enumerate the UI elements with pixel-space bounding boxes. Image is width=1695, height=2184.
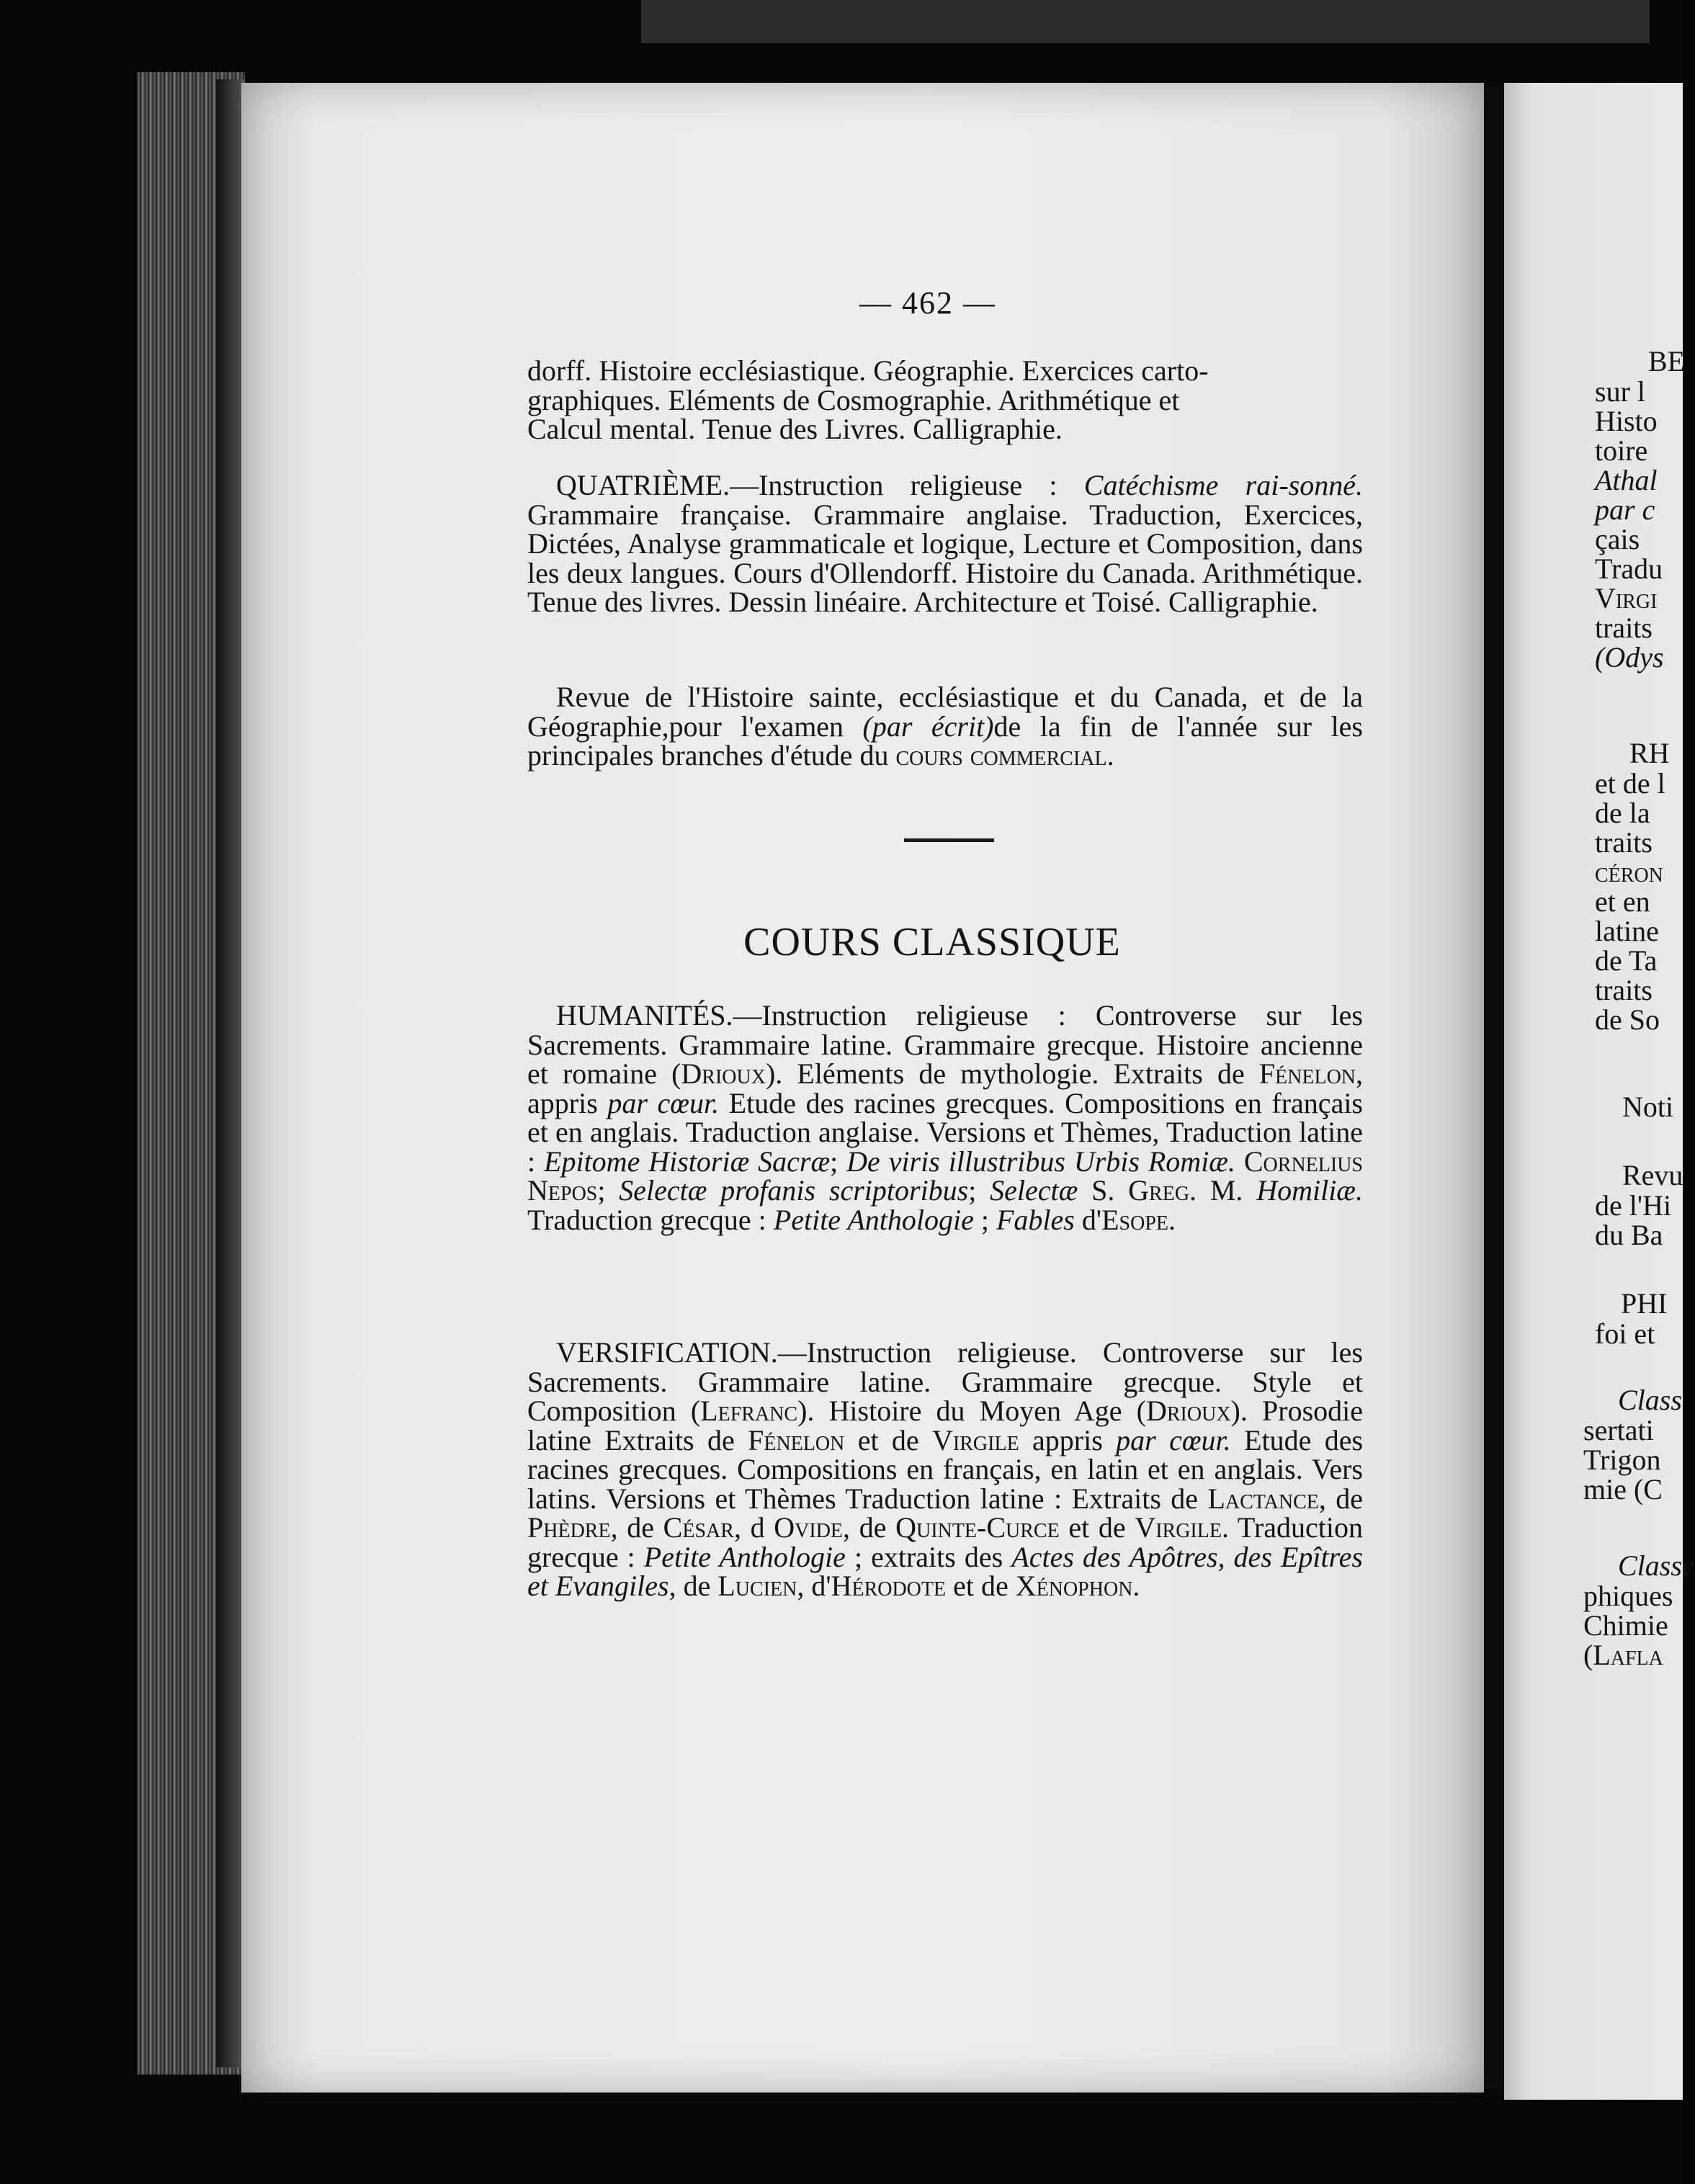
paragraph-continuation xyxy=(527,354,1363,445)
line: graphiques. Eléments de Cosmographie. Arithmétique et xyxy=(527,383,1180,416)
fragment: çais xyxy=(1595,523,1640,555)
small-caps-text: Quinte-Curce xyxy=(895,1511,1060,1544)
text: M. xyxy=(1197,1174,1257,1207)
fragment: Noti xyxy=(1622,1091,1674,1123)
fragment: Tradu xyxy=(1595,552,1663,585)
text: ; xyxy=(597,1174,620,1207)
fragment: BE xyxy=(1648,345,1686,377)
fragment: de So xyxy=(1595,1003,1660,1036)
section-label: HUMANITÉS. xyxy=(556,999,733,1031)
small-caps-text: Virgile. xyxy=(1135,1511,1229,1544)
text: S. xyxy=(1078,1174,1129,1207)
fragment: toire xyxy=(1595,434,1648,467)
fragment: Histo xyxy=(1595,405,1658,437)
text: ). Eléments de mythologie. Extraits de xyxy=(765,1057,1259,1090)
small-caps-text: Lactance xyxy=(1207,1482,1319,1515)
fragment: phiques xyxy=(1583,1580,1673,1612)
small-caps-text: Fénelon xyxy=(748,1423,845,1456)
fragment: traits xyxy=(1595,826,1652,859)
italic-text: par cœur. xyxy=(1116,1423,1231,1456)
small-caps-text: Ovide xyxy=(774,1511,844,1544)
small-caps-text: Fénelon xyxy=(1258,1057,1356,1090)
text: et de xyxy=(1059,1511,1135,1544)
line: dorff. Histoire ecclésiastique. Géographie. Exercices carto- xyxy=(527,354,1209,387)
small-caps-text: Drioux xyxy=(681,1057,766,1090)
italic-text: Catéchisme rai-sonné. xyxy=(1083,469,1363,501)
fragment: de Ta xyxy=(1595,944,1658,977)
small-caps-text: Xénophon. xyxy=(1015,1570,1140,1602)
italic-text: Actes des Apôtres, des Epîtres et Evangiles xyxy=(527,1540,1363,1602)
text: , de xyxy=(843,1511,896,1544)
text: , d' xyxy=(797,1570,831,1602)
text: Grammaire française. Grammaire anglaise. Traduction, Exercices, Dictées, Analyse grammaticale et logique, Lecture et Composition, dans les deux langues. Cours d'Ollendorff. Histoire du Canada. Arithmétique. Tenue des livres. Dessin linéaire. Architecture et Toisé. Calligraphie. xyxy=(527,498,1363,618)
italic-text: Fables xyxy=(996,1203,1075,1236)
text: ). Histoire du Moyen Age ( xyxy=(797,1395,1146,1427)
italic-text: Petite Anthologie xyxy=(773,1203,974,1236)
paragraph-humanites xyxy=(527,1001,1363,1235)
text: —Instruction religieuse : xyxy=(730,469,1084,501)
fragment: Chimie xyxy=(1583,1609,1668,1642)
text: —Instruction religieuse. Controverse sur les Sacrements. Grammaire latine. Grammaire grecque. Style et Composition ( xyxy=(527,1336,1363,1427)
text: , de xyxy=(668,1570,718,1602)
fragment: traits xyxy=(1595,612,1652,644)
italic-text: De viris illustribus Urbis Romiæ. xyxy=(846,1145,1235,1178)
text: Revue de l'Histoire sainte, ecclésiastique et du Canada, et de la Géographie,pour l'examen xyxy=(527,681,1363,743)
small-caps-text: Drioux xyxy=(1145,1395,1231,1427)
text: de la fin de l'année sur les principales branches d'étude du xyxy=(527,710,1363,771)
fragment: céron xyxy=(1595,856,1663,888)
italic-text: Selectæ xyxy=(990,1174,1078,1207)
small-caps-text: cours commercial. xyxy=(895,739,1114,771)
text: d' xyxy=(1074,1203,1102,1236)
small-caps-text: Phèdre xyxy=(527,1511,611,1544)
italic-text: Selectæ profanis scriptoribus xyxy=(619,1174,969,1207)
line: Calcul mental. Tenue des Livres. Calligraphie. xyxy=(527,413,1063,445)
section-label: VERSIFICATION. xyxy=(556,1336,778,1369)
text: Traduction grecque : xyxy=(527,1511,1363,1573)
small-caps-text: César xyxy=(663,1511,734,1544)
small-caps-text: Virgile xyxy=(932,1423,1019,1456)
text: Etude des racines grecques. Compositions en français, en latin et en anglais. Vers latins. Versions et Thèmes Traduction latine : Extraits de xyxy=(527,1423,1364,1515)
small-caps-text: Esope. xyxy=(1101,1203,1176,1236)
italic-text: Homiliæ. xyxy=(1256,1174,1363,1207)
fragment: latine xyxy=(1595,915,1659,947)
fragment: Virgi xyxy=(1595,582,1658,614)
text: et de xyxy=(844,1423,933,1456)
text: ). Prosodie latine Extraits de xyxy=(527,1395,1363,1456)
top-shadow xyxy=(641,0,1650,43)
fragment: de l'Hi xyxy=(1595,1189,1672,1222)
italic-text: Epitome Historiæ Sacræ xyxy=(544,1145,831,1178)
text: , appris xyxy=(527,1057,1364,1119)
fragment: RH xyxy=(1629,737,1670,769)
italic-text: Petite Anthologie xyxy=(643,1540,846,1573)
page-edges-shadow xyxy=(216,79,245,2067)
book-gutter xyxy=(1484,86,1504,2089)
fragment: de la xyxy=(1595,797,1650,829)
italic-text: (par écrit) xyxy=(862,710,994,743)
small-caps-text: Hérodote xyxy=(831,1570,947,1602)
text: ; extraits des xyxy=(845,1540,1012,1573)
fragment: Trigon xyxy=(1583,1444,1661,1476)
fragment: du Ba xyxy=(1595,1219,1663,1251)
italic-text: par cœur. xyxy=(607,1086,720,1119)
text xyxy=(1235,1145,1244,1178)
text: Traduction grecque : xyxy=(527,1203,774,1236)
fragment: Class xyxy=(1618,1384,1682,1416)
text: ; xyxy=(973,1203,996,1236)
fragment: foi et xyxy=(1595,1317,1655,1350)
fragment: Classe xyxy=(1618,1549,1695,1582)
fragment: sertati xyxy=(1583,1414,1654,1446)
section-divider xyxy=(904,838,994,842)
page-number: — 462 — xyxy=(859,285,996,321)
text: appris xyxy=(1019,1423,1117,1456)
section-heading: COURS CLASSIQUE xyxy=(743,920,1121,965)
text: Etude des racines grecques. Compositions en français et en anglais. Traduction anglaise. Versions et Thèmes, Traduction latine : xyxy=(527,1086,1363,1178)
small-caps-text: Lucien xyxy=(717,1570,797,1602)
small-caps-text: Greg. xyxy=(1128,1174,1197,1207)
fragment: et de l xyxy=(1595,767,1665,800)
paragraph-quatrieme xyxy=(527,471,1363,617)
text: et de xyxy=(946,1570,1016,1602)
small-caps-text: Lefranc xyxy=(700,1395,798,1427)
paragraph-revue xyxy=(527,683,1363,771)
fragment: par c xyxy=(1595,493,1655,526)
fragment: (Lafla xyxy=(1583,1639,1663,1671)
text: ; xyxy=(968,1174,990,1207)
fragment: (Odys xyxy=(1595,641,1664,673)
paragraph-versification xyxy=(527,1338,1363,1601)
fragment: et en xyxy=(1595,885,1650,918)
fragment: Athal xyxy=(1595,464,1658,496)
section-label: QUATRIÈME. xyxy=(556,469,730,501)
fragment: PHI xyxy=(1621,1287,1668,1320)
fragment: mie (C xyxy=(1583,1473,1663,1505)
text: , d xyxy=(733,1511,774,1544)
fragment: traits xyxy=(1595,974,1652,1006)
fragment: sur l xyxy=(1595,375,1645,408)
text: , de xyxy=(610,1511,663,1544)
text: ; xyxy=(830,1145,847,1178)
text: , de xyxy=(1318,1482,1363,1515)
small-caps-text: Cornelius Nepos xyxy=(527,1145,1363,1207)
text: —Instruction religieuse : Controverse sur les Sacrements. Grammaire latine. Grammaire grecque. Histoire ancienne et romaine ( xyxy=(527,999,1363,1090)
fragment: Revu xyxy=(1622,1159,1683,1191)
